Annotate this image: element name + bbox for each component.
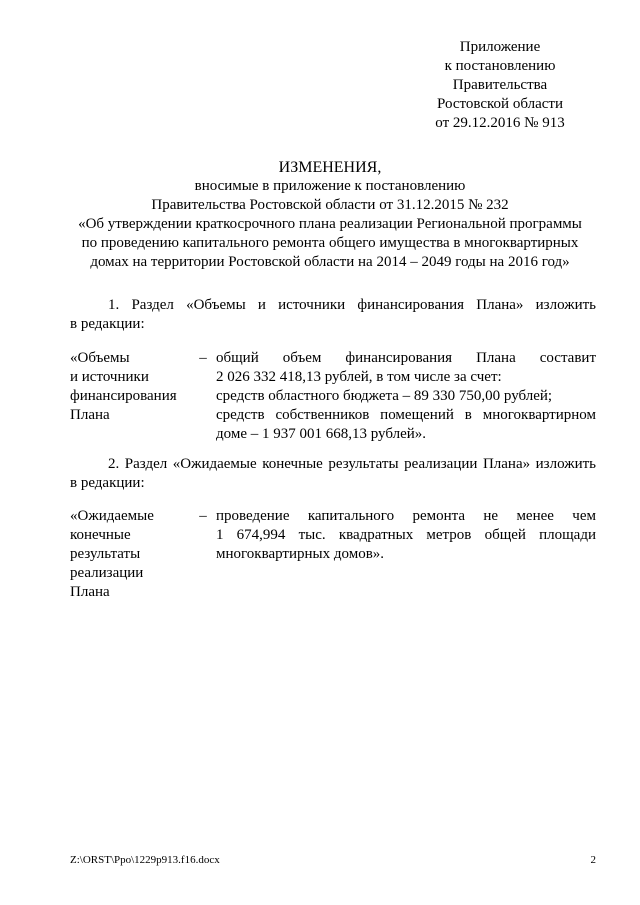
item2-label: [70, 507, 190, 602]
appendix-line: Ростовской области: [437, 96, 563, 112]
item1-row: [70, 349, 596, 444]
item2-label-line: конечные: [70, 527, 131, 543]
heading-title: ИЗМЕНЕНИЯ,: [278, 159, 382, 176]
item2-paragraph: [70, 455, 596, 493]
item1-line1: 1. Раздел «Объемы и источники финансирования Плана» изложить: [108, 297, 596, 313]
heading-line: Правительства Ростовской области от 31.12.2015 № 232: [151, 197, 509, 213]
item1-value: [216, 349, 596, 444]
item2-label-line: реализации: [70, 565, 144, 581]
heading-line: домах на территории Ростовской области на 2014 – 2049 годы на 2016 год»: [90, 254, 570, 270]
item2-label-line: Плана: [70, 584, 110, 600]
item2-row: [70, 507, 596, 602]
document-heading: [60, 158, 600, 272]
file-path: Z:\ORST\Ppo\1229p913.f16.docx: [70, 854, 220, 866]
appendix-line: к постановлению: [444, 58, 556, 74]
item1-value-line: 2 026 332 418,13 рублей, в том числе за счет:: [216, 369, 502, 385]
item2-table: [70, 507, 596, 602]
item1-label-line: Плана: [70, 407, 110, 423]
item1-table: [70, 349, 596, 444]
item1-value-line: средств областного бюджета – 89 330 750,00 рублей;: [216, 388, 553, 404]
item1-paragraph: [70, 296, 596, 334]
item2-value-line: 1 674,994 тыс. квадратных метров общей площади: [216, 527, 596, 543]
item2-dash: –: [199, 508, 207, 524]
page-number: 2: [590, 854, 596, 866]
item2-line2: в редакции:: [70, 475, 145, 491]
heading-line: вносимые в приложение к постановлению: [194, 178, 466, 194]
item2-line1: 2. Раздел «Ожидаемые конечные результаты реализации Плана» изложить: [108, 456, 596, 472]
appendix-line: от 29.12.2016 № 913: [435, 115, 565, 131]
appendix-line: Приложение: [459, 39, 541, 55]
appendix-block: [400, 38, 600, 133]
appendix-line: Правительства: [452, 77, 548, 93]
item1-value-line: средств собственников помещений в многоквартирном: [216, 407, 596, 423]
item2-label-line: результаты: [70, 546, 141, 562]
item1-line2: в редакции:: [70, 316, 145, 332]
heading-line: «Об утверждении краткосрочного плана реализации Региональной программы: [78, 216, 582, 232]
item1-dash: –: [199, 350, 207, 366]
item2-label-line: «Ожидаемые: [70, 508, 154, 524]
item1-label-line: и источники: [70, 369, 149, 385]
item2-value: [216, 507, 596, 602]
item1-value-line: доме – 1 937 001 668,13 рублей».: [216, 426, 427, 442]
item1-value-line: общий объем финансирования Плана составит: [216, 350, 596, 366]
item1-label-line: «Объемы: [70, 350, 130, 366]
item2-value-line: многоквартирных домов».: [216, 546, 385, 562]
heading-line: по проведению капитального ремонта общего имущества в многоквартирных: [81, 235, 579, 251]
item2-value-line: проведение капитального ремонта не менее чем: [216, 508, 596, 524]
item1-label-line: финансирования: [70, 388, 177, 404]
item1-label: [70, 349, 190, 444]
